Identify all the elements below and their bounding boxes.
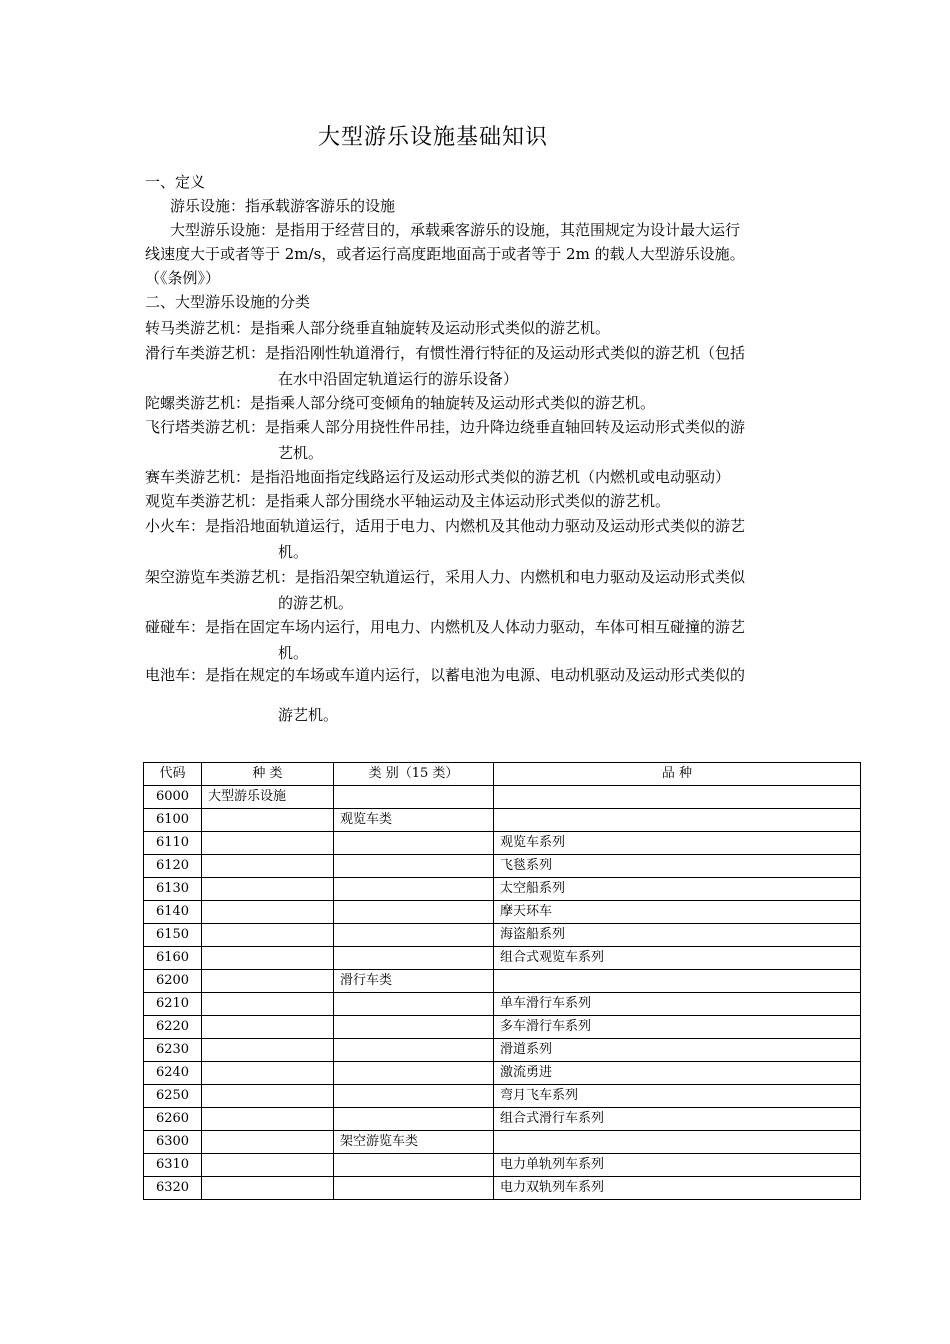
cell-variety: 飞毯系列 [494, 855, 861, 878]
cell-code: 6240 [144, 1062, 202, 1085]
table-row [144, 809, 861, 832]
table-row [144, 901, 861, 924]
cell-code: 6120 [144, 855, 202, 878]
category-term: 滑行车类游艺机： [145, 344, 266, 362]
cell-category [334, 855, 494, 878]
cell-code: 6100 [144, 809, 202, 832]
cell-code: 6300 [144, 1131, 202, 1154]
header-category: 类 别（15 类） [334, 763, 494, 786]
cell-code: 6210 [144, 993, 202, 1016]
cell-kind [202, 1062, 334, 1085]
cell-variety: 摩天环车 [494, 901, 861, 924]
category-desc: 是指在规定的车场或车道内运行，以蓄电池为电源、电动机驱动及运动形式类似的 [205, 666, 746, 684]
cell-kind [202, 947, 334, 970]
category-desc-cont: 在水中沿固定轨道运行的游乐设备） [278, 370, 519, 388]
cell-variety: 电力双轨列车系列 [494, 1177, 861, 1200]
table-body [144, 786, 861, 1200]
cell-category: 观览车类 [334, 809, 494, 832]
category-desc: 是指乘人部分绕可变倾角的轴旋转及运动形式类似的游艺机。 [250, 394, 656, 412]
category-term: 转马类游艺机： [145, 319, 251, 337]
cell-category [334, 924, 494, 947]
table-row [144, 1085, 861, 1108]
cell-code: 6140 [144, 901, 202, 924]
cell-variety: 激流勇进 [494, 1062, 861, 1085]
category-desc: 是指乘人部分绕垂直轴旋转及运动形式类似的游艺机。 [250, 319, 611, 337]
category-item [145, 414, 810, 466]
table-row [144, 1039, 861, 1062]
cell-variety: 电力单轨列车系列 [494, 1154, 861, 1177]
section2-heading: 二、大型游乐设施的分类 [145, 293, 311, 311]
cell-variety: 观览车系列 [494, 832, 861, 855]
cell-variety: 太空船系列 [494, 878, 861, 901]
table-row [144, 970, 861, 993]
cell-kind [202, 1108, 334, 1131]
cell-kind: 大型游乐设施 [202, 786, 334, 809]
cell-kind [202, 855, 334, 878]
category-desc: 是指沿地面轨道运行，适用于电力、内燃机及其他动力驱动及运动形式类似的游艺 [205, 517, 746, 535]
cell-category [334, 1062, 494, 1085]
cell-category [334, 947, 494, 970]
header-kind: 种 类 [202, 763, 334, 786]
cell-kind [202, 970, 334, 993]
cell-code: 6110 [144, 832, 202, 855]
cell-kind [202, 878, 334, 901]
cell-code: 6220 [144, 1016, 202, 1039]
cell-variety [494, 970, 861, 993]
cell-code: 6200 [144, 970, 202, 993]
cell-category [334, 1016, 494, 1039]
cell-category [334, 901, 494, 924]
category-item [145, 390, 810, 416]
category-desc: 是指沿地面指定线路运行及运动形式类似的游艺机（内燃机或电动驱动） [250, 468, 731, 486]
table-row [144, 786, 861, 809]
category-desc: 是指沿架空轨道运行，采用人力、内燃机和电力驱动及运动形式类似 [295, 568, 746, 586]
cell-kind [202, 1016, 334, 1039]
cell-kind [202, 809, 334, 832]
cell-kind [202, 1154, 334, 1177]
table-row [144, 855, 861, 878]
table-row [144, 1016, 861, 1039]
table-row [144, 1131, 861, 1154]
cell-kind [202, 1131, 334, 1154]
cell-category [334, 878, 494, 901]
category-desc: 是指乘人部分围绕水平轴运动及主体运动形式类似的游艺机。 [265, 492, 671, 510]
category-term: 赛车类游艺机： [145, 468, 251, 486]
cell-category [334, 1108, 494, 1131]
cell-category [334, 786, 494, 809]
table-row [144, 878, 861, 901]
category-item [145, 488, 810, 514]
cell-category [334, 1154, 494, 1177]
cell-code: 6310 [144, 1154, 202, 1177]
cell-code: 6250 [144, 1085, 202, 1108]
definition-line-3: 线速度大于或者等于 2m/s，或者运行高度距地面高于或者等于 2m 的载人大型游乐设施。 [145, 245, 745, 263]
section1-heading: 一、定义 [145, 173, 206, 191]
cell-kind [202, 1085, 334, 1108]
cell-category [334, 993, 494, 1016]
definition-line-2: 大型游乐设施：是指用于经营目的，承载乘客游乐的设施，其范围规定为设计最大运行 [170, 221, 741, 239]
table-row [144, 1108, 861, 1131]
category-item [145, 614, 810, 666]
category-desc: 是指沿刚性轨道滑行，有惯性滑行特征的及运动形式类似的游艺机（包括 [265, 344, 746, 362]
cell-category [334, 1085, 494, 1108]
cell-variety: 弯月飞车系列 [494, 1085, 861, 1108]
table-row [144, 832, 861, 855]
header-code: 代码 [144, 763, 202, 786]
category-term: 架空游览车类游艺机： [145, 568, 296, 586]
category-term: 陀螺类游艺机： [145, 394, 251, 412]
category-term: 飞行塔类游艺机： [145, 418, 266, 436]
table-row [144, 1154, 861, 1177]
category-desc: 是指在固定车场内运行，用电力、内燃机及人体动力驱动，车体可相互碰撞的游艺 [205, 618, 746, 636]
category-desc-cont: 艺机。 [278, 444, 324, 462]
cell-kind [202, 924, 334, 947]
cell-code: 6130 [144, 878, 202, 901]
cell-code: 6260 [144, 1108, 202, 1131]
category-term: 观览车类游艺机： [145, 492, 266, 510]
category-term: 小火车： [145, 517, 206, 535]
cell-category [334, 1039, 494, 1062]
cell-kind [202, 1177, 334, 1200]
cell-variety: 单车滑行车系列 [494, 993, 861, 1016]
table-row [144, 924, 861, 947]
category-desc-cont: 游艺机。 [278, 706, 339, 724]
table-row [144, 947, 861, 970]
table-row [144, 1177, 861, 1200]
cell-variety: 滑道系列 [494, 1039, 861, 1062]
cell-variety [494, 1131, 861, 1154]
cell-category: 滑行车类 [334, 970, 494, 993]
cell-kind [202, 832, 334, 855]
category-term: 碰碰车： [145, 618, 206, 636]
table-row [144, 993, 861, 1016]
cell-code: 6000 [144, 786, 202, 809]
category-item [145, 513, 810, 565]
cell-kind [202, 1039, 334, 1062]
cell-code: 6230 [144, 1039, 202, 1062]
cell-code: 6160 [144, 947, 202, 970]
page-title: 大型游乐设施基础知识 [317, 125, 548, 150]
classification-table [143, 762, 861, 1200]
cell-variety: 多车滑行车系列 [494, 1016, 861, 1039]
category-item [145, 662, 810, 728]
cell-variety [494, 809, 861, 832]
definition-line-4: （《条例》） [145, 269, 221, 287]
cell-code: 6320 [144, 1177, 202, 1200]
cell-variety: 海盗船系列 [494, 924, 861, 947]
category-desc-cont: 机。 [278, 543, 309, 561]
category-item [145, 564, 810, 616]
category-desc-cont: 的游艺机。 [278, 594, 354, 612]
category-desc: 是指乘人部分用挠性件吊挂，边升降边绕垂直轴回转及运动形式类似的游 [265, 418, 746, 436]
cell-kind [202, 901, 334, 924]
category-desc-cont: 机。 [278, 644, 309, 662]
category-item [145, 340, 810, 392]
cell-variety [494, 786, 861, 809]
category-term: 电池车： [145, 666, 206, 684]
cell-category: 架空游览车类 [334, 1131, 494, 1154]
category-item [145, 315, 810, 341]
header-variety: 品 种 [494, 763, 861, 786]
cell-category [334, 832, 494, 855]
definition-line-1: 游乐设施：指承载游客游乐的设施 [170, 197, 396, 215]
cell-category [334, 1177, 494, 1200]
cell-variety: 组合式观览车系列 [494, 947, 861, 970]
table-row [144, 1062, 861, 1085]
cell-kind [202, 993, 334, 1016]
cell-code: 6150 [144, 924, 202, 947]
cell-variety: 组合式滑行车系列 [494, 1108, 861, 1131]
table-header-row [144, 763, 861, 786]
category-item [145, 464, 810, 490]
